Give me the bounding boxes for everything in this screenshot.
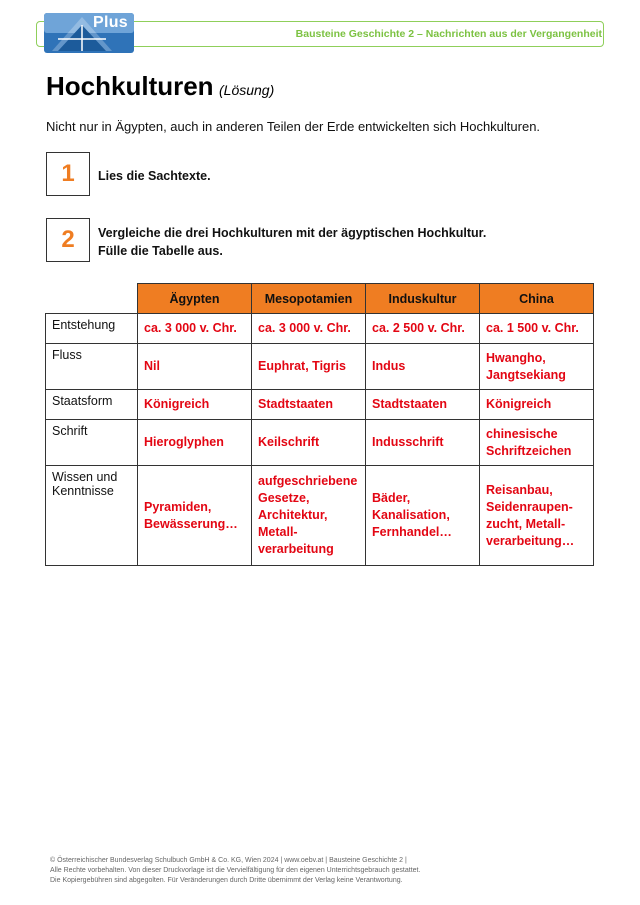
footer-line: Die Kopiergebühren sind abgegolten. Für Veränderungen durch Dritte übernimmt der Verlag keine Verantwortung. <box>50 877 403 884</box>
answer-line: Hieroglyphen <box>144 435 224 449</box>
answer-line: Königreich <box>144 397 210 411</box>
answer-line: Euphrat, Tigris <box>258 359 346 373</box>
task-1-line: Lies die Sachtexte. <box>98 169 211 183</box>
page-subtitle: (Lösung) <box>219 82 275 98</box>
answer-line: Indusschrift <box>372 435 444 449</box>
answer-line: Bewässerung… <box>144 516 238 531</box>
answer-line: aufgeschriebene <box>258 474 358 488</box>
answer-cell <box>480 344 594 390</box>
task-2-text <box>98 224 486 260</box>
answer-line: Pyramiden, <box>144 499 212 514</box>
answer-line: Königreich <box>486 397 552 411</box>
answer-line: chinesische <box>486 426 558 441</box>
row-label <box>46 314 138 344</box>
copyright-footer <box>50 856 420 886</box>
table-row <box>46 420 594 466</box>
answer-cell <box>366 420 480 466</box>
task-1-number-box <box>46 152 90 196</box>
answer-line: Keilschrift <box>258 435 320 449</box>
row-label-line: Wissen und <box>52 470 118 484</box>
answer-cell <box>138 344 252 390</box>
task-1-text <box>98 167 211 185</box>
answer-cell <box>480 466 594 566</box>
row-label <box>46 466 138 566</box>
row-label-line: Entstehung <box>52 318 116 332</box>
answer-cell <box>480 420 594 466</box>
page-title: Hochkulturen <box>46 71 214 101</box>
answer-cell <box>252 314 366 344</box>
row-label-line: Fluss <box>52 348 82 362</box>
answer-cell <box>480 390 594 420</box>
row-label <box>46 390 138 420</box>
series-title: Bausteine Geschichte 2 – Nachrichten aus der Vergangenheit <box>295 28 602 40</box>
answer-cell <box>366 390 480 420</box>
column-header-mesopotamien: Mesopotamien <box>252 284 366 314</box>
task-2-line: Vergleiche die drei Hochkulturen mit der ägyptischen Hochkultur. <box>98 226 487 240</box>
footer-line: © Österreichischer Bundesverlag Schulbuch GmbH & Co. KG, Wien 2024 | www.oebv.at | Bausteine Geschichte 2 | <box>50 857 407 864</box>
column-header-china: China <box>480 284 594 314</box>
logo-text: Plus <box>93 14 128 31</box>
task-2-number-box <box>46 218 90 262</box>
answer-line: Kanalisation, <box>372 508 450 522</box>
answer-line: Architektur, <box>258 508 328 522</box>
footer-line: Alle Rechte vorbehalten. Von dieser Druckvorlage ist die Vervielfältigung für den eigenen Unterrichtsgebrauch gestattet. <box>50 867 421 874</box>
answer-line: Fernhandel… <box>372 525 452 539</box>
answer-cell <box>252 466 366 566</box>
answer-line: zucht, Metall- <box>486 516 566 531</box>
answer-line: Bäder, <box>372 491 411 505</box>
answer-line: Metall- <box>258 525 298 539</box>
row-label-line: Schrift <box>52 424 88 438</box>
answer-line: Stadtstaaten <box>258 397 334 411</box>
answer-line: ca. 3 000 v. Chr. <box>258 321 351 335</box>
task-1-number: 1 <box>61 160 75 187</box>
table-row <box>46 466 594 566</box>
intro-text: Nicht nur in Ägypten, auch in anderen Teilen der Erde entwickelten sich Hochkulturen. <box>46 119 541 134</box>
answer-line: Jangtsekiang <box>486 367 566 382</box>
answer-line: Indus <box>372 359 406 373</box>
comparison-table <box>45 283 594 566</box>
answer-cell <box>366 344 480 390</box>
answer-cell <box>252 344 366 390</box>
answer-cell <box>138 420 252 466</box>
answer-line: ca. 1 500 v. Chr. <box>486 321 579 335</box>
row-label-line: Staatsform <box>52 394 113 408</box>
answer-cell <box>138 314 252 344</box>
table-body <box>46 314 594 566</box>
row-label <box>46 420 138 466</box>
answer-line: ca. 2 500 v. Chr. <box>372 321 465 335</box>
answer-line: Nil <box>144 359 160 373</box>
answer-cell <box>138 466 252 566</box>
answer-cell <box>366 314 480 344</box>
answer-line: Schriftzeichen <box>486 443 572 458</box>
answer-line: verarbeitung… <box>486 533 575 548</box>
answer-line: verarbeitung <box>258 542 334 556</box>
table-row <box>46 314 594 344</box>
table-row <box>46 390 594 420</box>
answer-cell <box>252 390 366 420</box>
column-header-induskultur: Induskultur <box>366 284 480 314</box>
task-2-line: Fülle die Tabelle aus. <box>98 244 223 258</box>
column-header-aegypten: Ägypten <box>138 284 252 314</box>
task-2-number: 2 <box>61 226 75 253</box>
answer-line: Hwangho, <box>486 350 546 365</box>
answer-cell <box>480 314 594 344</box>
table-row <box>46 344 594 390</box>
row-label-line: Kenntnisse <box>52 484 114 498</box>
answer-line: Gesetze, <box>258 491 310 505</box>
answer-cell <box>252 420 366 466</box>
row-label <box>46 344 138 390</box>
answer-line: Seidenraupen- <box>486 499 573 514</box>
answer-cell <box>138 390 252 420</box>
answer-cell <box>366 466 480 566</box>
answer-line: Reisanbau, <box>486 482 553 497</box>
answer-line: Stadtstaaten <box>372 397 448 411</box>
answer-line: ca. 3 000 v. Chr. <box>144 321 237 335</box>
table-corner <box>46 284 138 314</box>
